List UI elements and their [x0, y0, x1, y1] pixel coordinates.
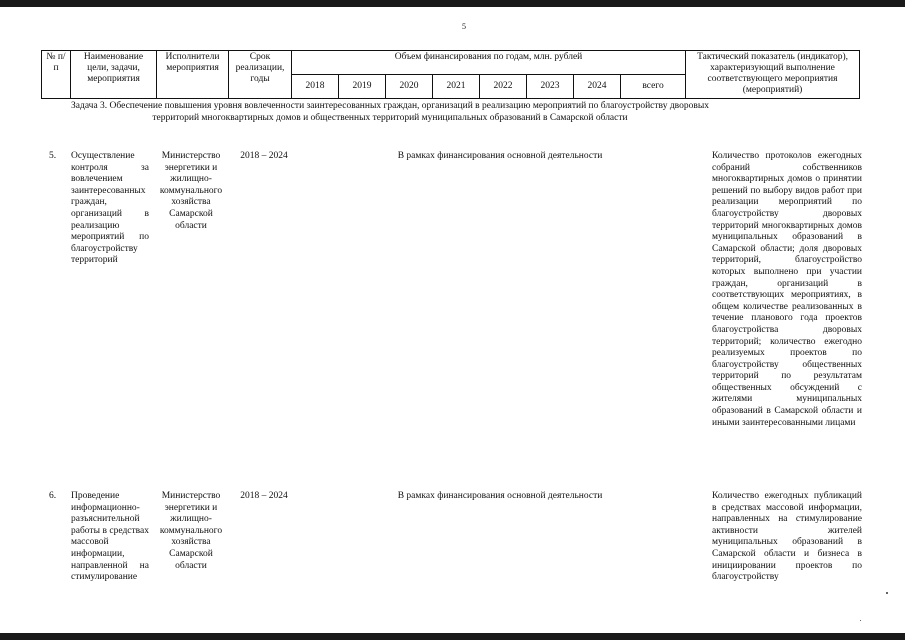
row-name: Осуществление контроля за вовлечением заинтересованных граждан, организаций в реализацию мероприятий по благоустройству территорий	[71, 151, 149, 266]
page-number: 5	[462, 22, 466, 31]
year-cell: 2019	[339, 75, 386, 99]
header-executor: Исполнители мероприятия	[157, 51, 229, 99]
row-funding: В рамках финансирования основной деятельности	[397, 151, 603, 161]
row-term: 2018 – 2024	[240, 491, 288, 501]
header-term: Срок реализации, годы	[229, 51, 292, 99]
top-scan-border	[0, 0, 905, 7]
row-name: Проведение информационно-разъяснительной работы в средствах массовой информации, направленной на стимулирование	[71, 491, 149, 583]
row-number: 5.	[49, 151, 57, 161]
row-executor: Министерство энергетики и жилищно-коммунального хозяйства Самарской области	[159, 491, 223, 571]
header-funding: Объем финансирования по годам, млн. рублей	[292, 51, 686, 75]
year-total-cell: всего	[621, 75, 686, 99]
task-title: Задача 3. Обеспечение повышения уровня вовлеченности заинтересованных граждан, организаций в реализацию мероприятий по благоустройству дворовых территорий многоквартирных домов и общественных территорий муниципальных образований в Самарской области	[71, 101, 709, 123]
year-cell: 2018	[292, 75, 339, 99]
bottom-scan-border	[0, 633, 905, 640]
row-executor: Министерство энергетики и жилищно-коммунального хозяйства Самарской области	[159, 151, 223, 231]
header-num: № п/п	[42, 51, 71, 99]
header-table	[41, 50, 860, 99]
scan-speck	[886, 592, 888, 594]
row-term: 2018 – 2024	[240, 151, 288, 161]
row-funding: В рамках финансирования основной деятельности	[397, 491, 603, 501]
scan-speck	[860, 620, 861, 621]
row-indicator: Количество ежегодных публикаций в средствах массовой информации, направленных на стимулирование активности жителей муниципальных образований в Самарской области и бизнеса в инициировании проектов по благоустройству	[712, 491, 862, 583]
year-cell: 2024	[574, 75, 621, 99]
row-number: 6.	[49, 491, 57, 501]
year-cell: 2021	[433, 75, 480, 99]
header-indicator: Тактический показатель (индикатор), характеризующий выполнение соответствующего мероприятия (мероприятий)	[686, 51, 860, 99]
year-cell: 2022	[480, 75, 527, 99]
row-indicator: Количество протоколов ежегодных собраний собственников многоквартирных домов о принятии решений по выбору видов работ при реализации мероприятий по благоустройству дворовых территорий многоквартирных домов муниципальных образований в Самарской области; доля дворовых территорий, благоустройство которых выполнено при участии граждан, организаций в соответствующих мероприятиях, в общем количестве реализованных в течение планового года проектов благоустройства дворовых территорий; количество ежегодно реализуемых проектов по благоустройству общественных территорий по результатам общественных обсуждений с жителями муниципальных образований в Самарской области и иными заинтересованными лицами	[712, 151, 862, 428]
year-cell: 2020	[386, 75, 433, 99]
year-cell: 2023	[527, 75, 574, 99]
header-name: Наименование цели, задачи, мероприятия	[71, 51, 157, 99]
